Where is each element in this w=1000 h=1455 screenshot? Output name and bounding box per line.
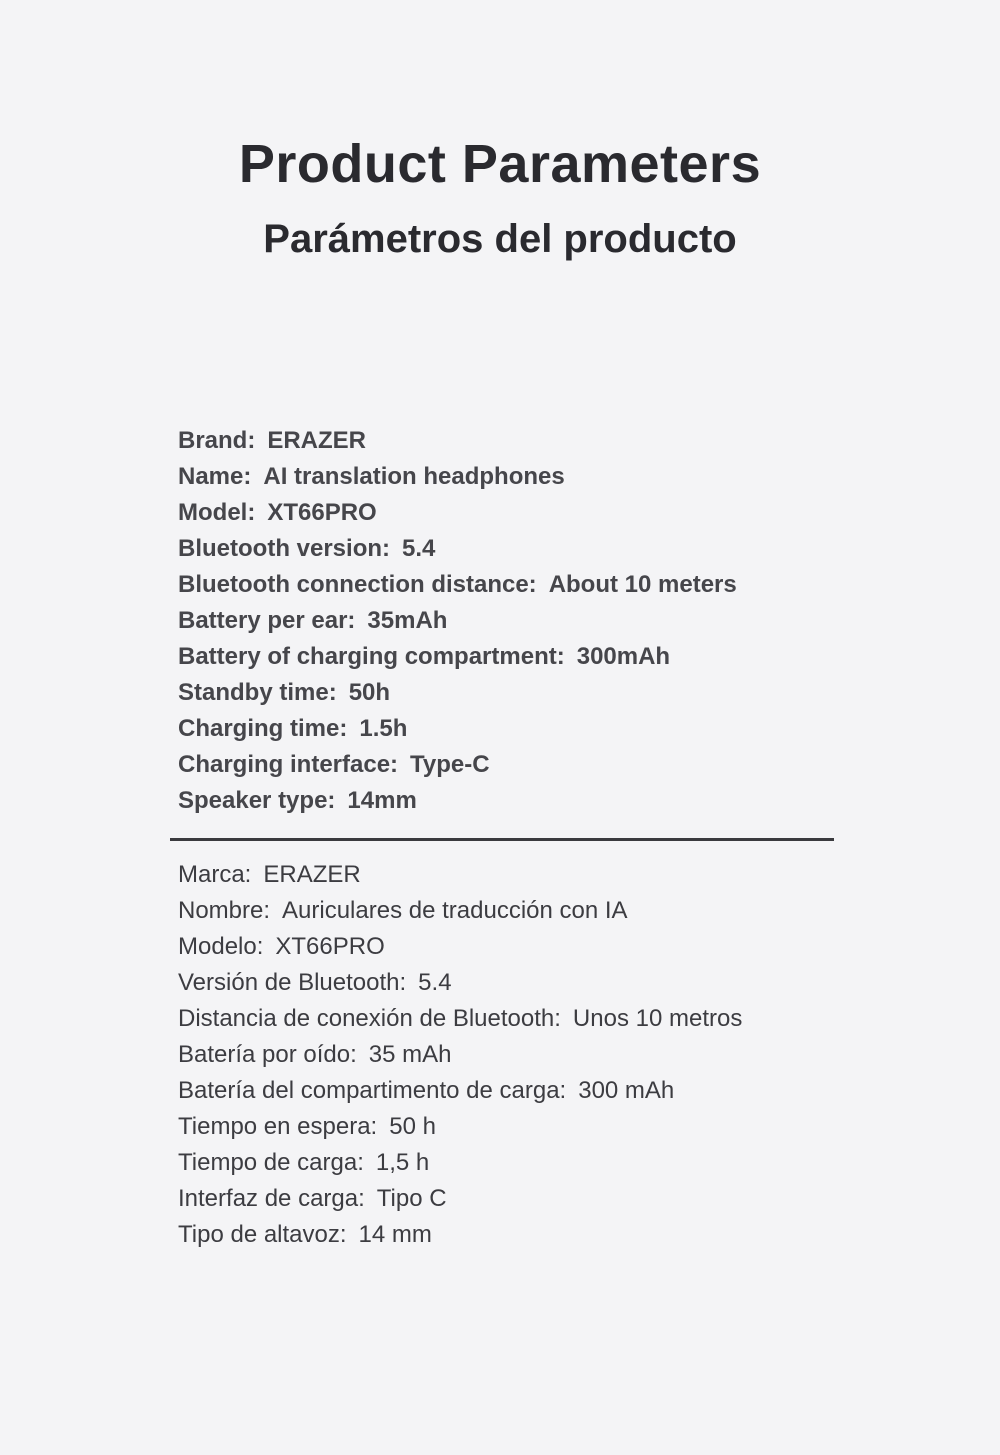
spec-row-bateria-oido xyxy=(178,1037,838,1073)
spec-label: Battery per ear: xyxy=(178,607,356,634)
spec-value: Type-C xyxy=(410,751,490,778)
spec-list-english xyxy=(178,423,838,819)
spec-label: Speaker type: xyxy=(178,787,336,814)
spec-value: 14 mm xyxy=(358,1221,432,1248)
spec-label: Marca: xyxy=(178,861,252,888)
section-divider xyxy=(170,838,834,841)
spec-label: Bluetooth connection distance: xyxy=(178,571,537,598)
spec-value: 1,5 h xyxy=(375,1149,430,1176)
spec-row-bluetooth-distance xyxy=(178,567,838,603)
spec-label: Tipo de altavoz: xyxy=(178,1221,347,1248)
spec-row-modelo xyxy=(178,929,838,965)
spec-label: Versión de Bluetooth: xyxy=(178,969,407,996)
spec-value: AI translation headphones xyxy=(263,463,565,490)
spec-list-spanish xyxy=(178,857,838,1253)
spec-label: Charging time: xyxy=(178,715,348,742)
spec-value: About 10 meters xyxy=(548,571,737,598)
spec-row-bateria-compartimento xyxy=(178,1073,838,1109)
spec-row-bluetooth-version xyxy=(178,531,838,567)
spec-value: 35 mAh xyxy=(368,1041,452,1068)
page-header xyxy=(0,0,1000,262)
page-subtitle: Parámetros del producto xyxy=(263,217,737,261)
spec-value: 50h xyxy=(348,679,391,706)
spec-value: XT66PRO xyxy=(275,933,385,960)
spec-row-version-bluetooth xyxy=(178,965,838,1001)
spec-value: 5.4 xyxy=(418,969,452,996)
spec-value: 300mAh xyxy=(576,643,671,670)
spec-value: Tipo C xyxy=(376,1185,447,1212)
spec-label: Batería del compartimento de carga: xyxy=(178,1077,567,1104)
spec-label: Name: xyxy=(178,463,252,490)
spec-label: Batería por oído: xyxy=(178,1041,357,1068)
spec-label: Distancia de conexión de Bluetooth: xyxy=(178,1005,561,1032)
page-title: Product Parameters xyxy=(238,134,762,194)
spec-row-tipo-altavoz xyxy=(178,1217,838,1253)
spec-label: Nombre: xyxy=(178,897,271,924)
spec-row-standby xyxy=(178,675,838,711)
spec-row-nombre xyxy=(178,893,838,929)
spec-value: XT66PRO xyxy=(267,499,377,526)
spec-row-distancia-bluetooth xyxy=(178,1001,838,1037)
spec-label: Model: xyxy=(178,499,256,526)
spec-value: ERAZER xyxy=(263,861,361,888)
spec-row-speaker-type xyxy=(178,783,838,819)
spec-value: 35mAh xyxy=(367,607,448,634)
spec-row-model xyxy=(178,495,838,531)
spec-row-interfaz-carga xyxy=(178,1181,838,1217)
spec-label: Bluetooth version: xyxy=(178,535,391,562)
spec-row-battery-ear xyxy=(178,603,838,639)
spec-row-battery-case xyxy=(178,639,838,675)
spec-value: Auriculares de traducción con IA xyxy=(282,897,628,924)
spec-value: 1.5h xyxy=(359,715,408,742)
spec-row-marca xyxy=(178,857,838,893)
spec-row-name xyxy=(178,459,838,495)
spec-row-charging-interface xyxy=(178,747,838,783)
spec-label: Brand: xyxy=(178,427,256,454)
spec-label: Battery of charging compartment: xyxy=(178,643,565,670)
spec-label: Interfaz de carga: xyxy=(178,1185,365,1212)
spec-label: Tiempo en espera: xyxy=(178,1113,378,1140)
spec-value: Unos 10 metros xyxy=(572,1005,743,1032)
spec-row-brand xyxy=(178,423,838,459)
spec-value: ERAZER xyxy=(267,427,367,454)
spec-label: Charging interface: xyxy=(178,751,399,778)
spec-row-tiempo-carga xyxy=(178,1145,838,1181)
spec-row-tiempo-espera xyxy=(178,1109,838,1145)
spec-value: 300 mAh xyxy=(578,1077,675,1104)
spec-row-charging-time xyxy=(178,711,838,747)
spec-value: 14mm xyxy=(347,787,417,814)
spec-label: Standby time: xyxy=(178,679,337,706)
spec-value: 5.4 xyxy=(402,535,436,562)
spec-value: 50 h xyxy=(389,1113,436,1140)
spec-label: Tiempo de carga: xyxy=(178,1149,364,1176)
spec-label: Modelo: xyxy=(178,933,264,960)
